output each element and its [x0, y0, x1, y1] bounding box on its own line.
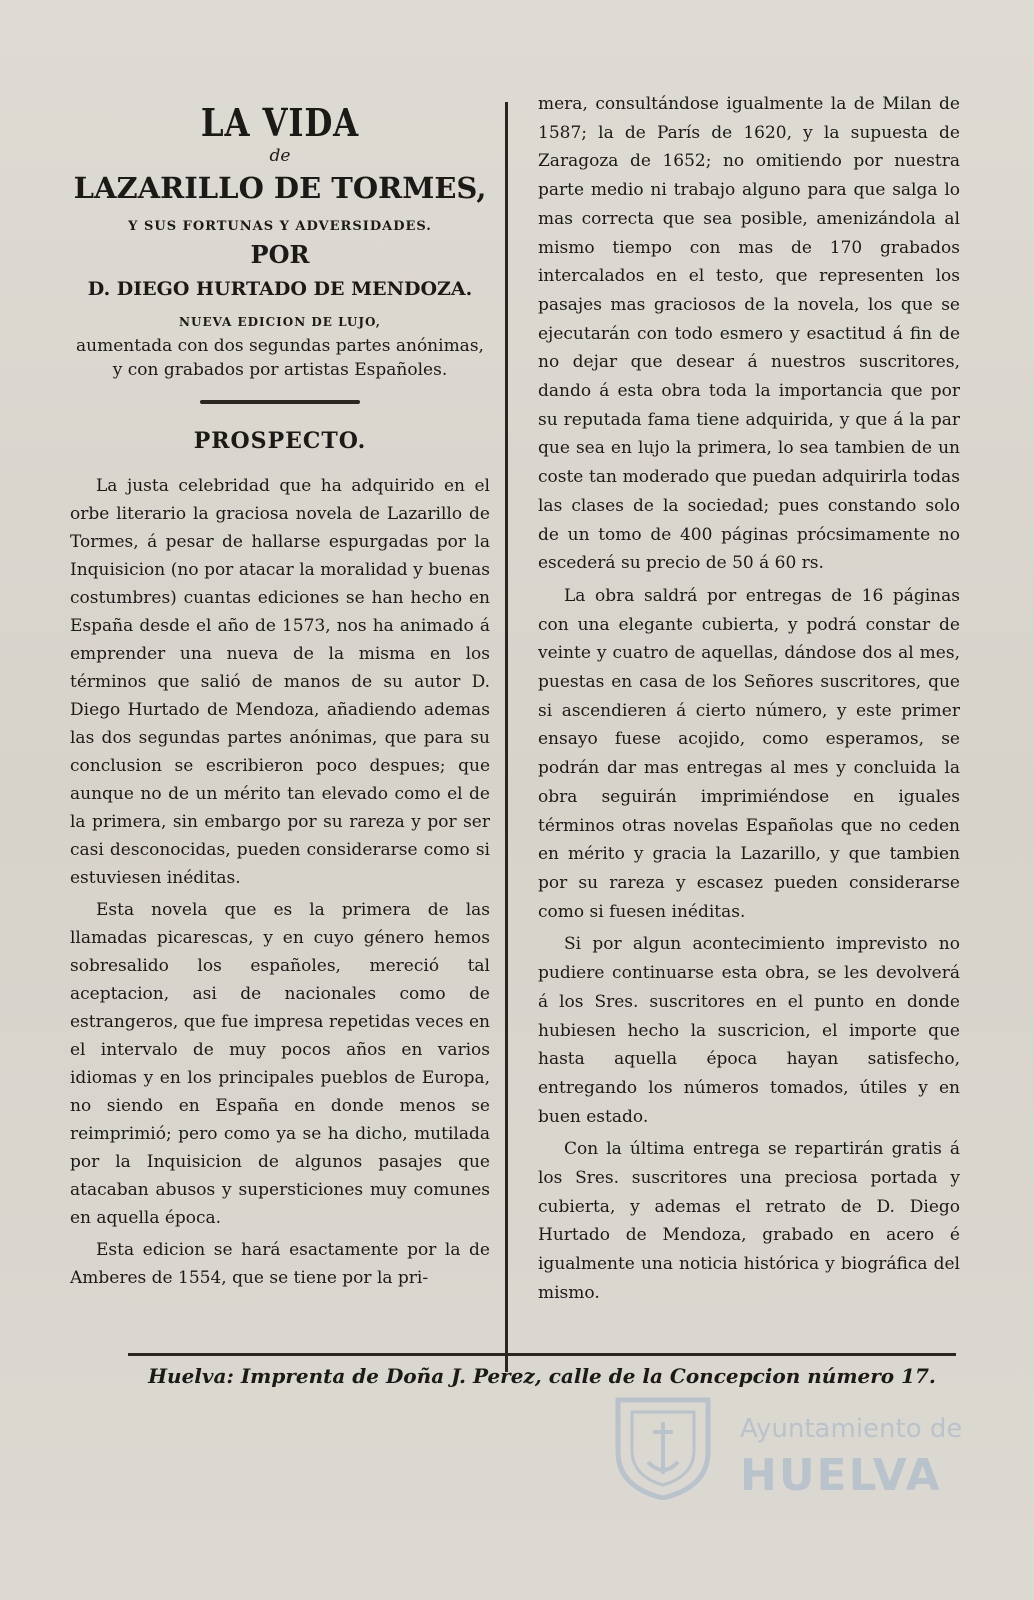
subtitle: Y SUS FORTUNAS Y ADVERSIDADES.: [128, 219, 432, 234]
edition-note: aumentada con dos segundas partes anónimas, y con grabados por artistas Españoles.: [76, 336, 484, 380]
column-divider: [505, 102, 508, 1372]
right-paragraph-3: Si por algun acontecimiento imprevisto no pudiere continuarse esta obra, se les devolverá á los Sres. suscritores en el punto en donde hubiesen hecho la suscricion, el importe que hasta aquella época hayan satisfecho, entregando los números tomados, útiles y en buen estado.: [538, 934, 960, 1127]
title-de: de: [269, 146, 291, 166]
left-paragraph-1: La justa celebridad que ha adquirido en el orbe literario la graciosa novela de Lazarillo de Tormes, á pesar de hallarse espurgadas por la Inquisicion (no por atacar la moralidad y buenas costumbres) cuantas ediciones se han hecho en España desde el año de 1573, nos ha animado á emprender una nueva de la misma en los términos que salió de manos de su autor D. Diego Hurtado de Mendoza, añadiendo ademas las dos segundas partes anónimas, que para su conclusion se escribieron poco despues; que aunque no de un mérito tan elevado como el de la primera, sin embargo por su rareza y por ser casi desconocidas, pueden considerarse como si estuviesen inéditas.: [70, 476, 490, 888]
right-paragraph-4: Con la última entrega se repartirán gratis á los Sres. suscritores una preciosa portada y cubierta, y ademas el retrato de D. Diego Hurtado de Mendoza, grabado en acero é igualmente una noticia histórica y biográfica del mismo.: [538, 1139, 960, 1303]
title-lazarillo: LAZARILLO DE TORMES,: [73, 171, 487, 205]
ornament-rule: [200, 400, 360, 404]
left-paragraph-2: Esta novela que es la primera de las llamadas picarescas, y en cuyo género hemos sobresalido los españoles, mereció tal aceptacion, asi de nacionales como de estrangeros, que fue impresa repetidas veces en el intervalo de muy pocos años en varios idiomas y en los principales pueblos de Europa, no siendo en España en donde menos se reimprimió; pero como ya se ha dicho, mutilada por la Inquisicion de algunos pasajes que atacaban abusos y supersticiones muy comunes en aquella época.: [70, 900, 490, 1228]
right-column: [538, 90, 960, 1308]
title-la-vida: LA VIDA: [200, 100, 360, 145]
coat-of-arms-icon: [608, 1392, 718, 1500]
watermark-text-line2: HUELVA: [740, 1450, 942, 1501]
watermark-ayuntamiento: [600, 1392, 963, 1502]
section-heading-prospecto: PROSPECTO.: [193, 428, 367, 454]
left-column: [70, 100, 490, 1292]
watermark-text-line1: Ayuntamiento de: [740, 1414, 963, 1444]
right-paragraph-1: mera, consultándose igualmente la de Milan de 1587; la de París de 1620, y la supuesta de Zaragoza de 1652; no omitiendo por nuestra parte medio ni trabajo alguno para que salga lo mas correcta que sea posible, amenizándola al mismo tiempo con mas de 170 grabados intercalados en el testo, que representen los pasajes mas graciosos de la novela, los que se ejecutarán con todo esmero y esactitud á fin de no dejar que desear á nuestros suscritores, dando á esta obra toda la importancia que por su reputada fama tiene adquirida, y que á la par que sea en lujo la primera, lo sea tambien de un coste tan moderado que puedan adquirirla todas las clases de la sociedad; pues constando solo de un tomo de 400 páginas prócsimamente no escederá su precio de 50 á 60 rs.: [538, 94, 960, 574]
left-paragraph-3: Esta edicion se hará esactamente por la de Amberes de 1554, que se tiene por la pri-: [70, 1240, 490, 1288]
footer-rule: [128, 1353, 956, 1356]
author-name: D. DIEGO HURTADO DE MENDOZA.: [87, 278, 473, 300]
right-paragraph-2: La obra saldrá por entregas de 16 páginas con una elegante cubierta, y podrá constar de veinte y cuatro de aquellas, dándose dos al mes, puestas en casa de los Señores suscritores, que si ascendieren á cierto número, y este primer ensayo fuese acojido, como esperamos, se podrán dar mas entregas al mes y concluida la obra seguirán imprimiéndose en iguales términos otras novelas Españolas que no ceden en mérito y gracia la Lazarillo, y que tambien por su rareza y escasez pueden considerarse como si fuesen inéditas.: [538, 585, 960, 922]
title-por: POR: [250, 240, 310, 269]
imprint-footer: Huelva: Imprenta de Doña J. Perez, calle de la Concepcion número 17.: [148, 1364, 936, 1388]
edition-label: NUEVA EDICION DE LUJO,: [179, 315, 381, 329]
